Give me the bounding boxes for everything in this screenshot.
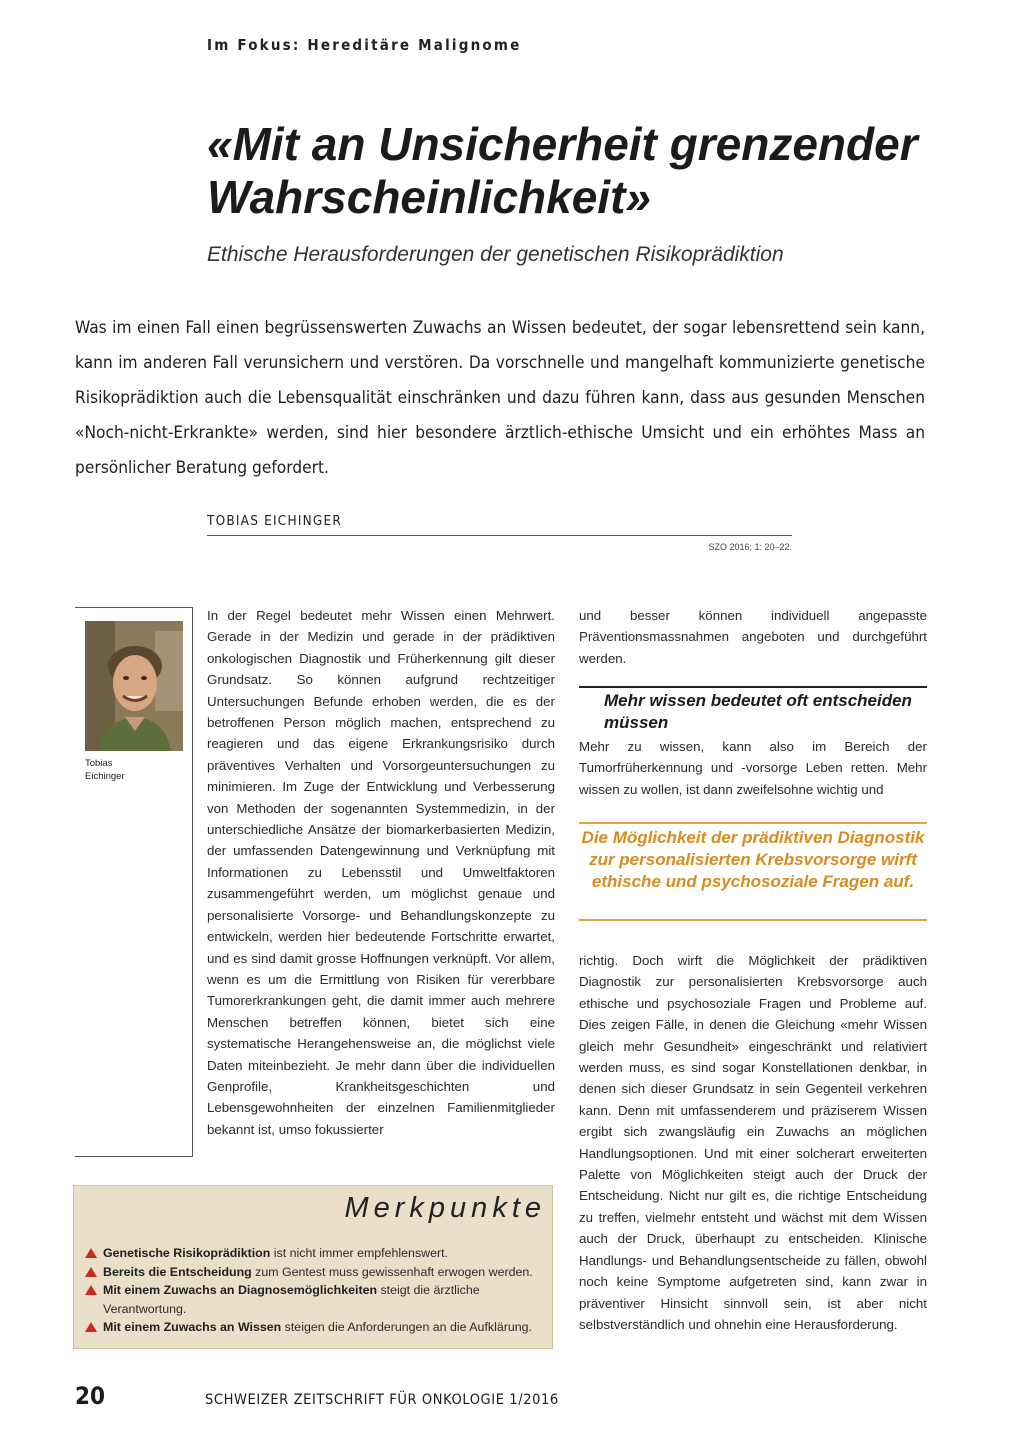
author-portrait-icon: [85, 621, 183, 751]
key-point-item: Genetische Risikoprädiktion ist nicht immer empfehlenswert.: [85, 1244, 545, 1263]
key-points-title: Merkpunkte: [344, 1192, 546, 1224]
triangle-bullet-icon: [85, 1267, 97, 1277]
key-point-item: Bereits die Entscheidung zum Gentest muss gewissenhaft erwogen werden.: [85, 1263, 545, 1282]
subhead-divider: [579, 686, 927, 688]
photo-caption: Tobias Eichinger: [85, 758, 125, 782]
pull-quote: Die Möglichkeit der prädiktiven Diagnostik zur personalisierten Krebsvorsorge wirft ethische und psychosoziale Fragen auf.: [581, 828, 925, 891]
triangle-bullet-icon: [85, 1322, 97, 1332]
journal-name: SCHWEIZER ZEITSCHRIFT FÜR ONKOLOGIE 1/2016: [205, 1392, 559, 1408]
article-subtitle: Ethische Herausforderungen der genetischen Risikoprädiktion: [207, 243, 784, 266]
author-divider: [207, 535, 792, 536]
section-label: Im Fokus: Hereditäre Malignome: [207, 36, 522, 54]
body-column-2-bottom: richtig. Doch wirft die Möglichkeit der prädiktiven Diagnostik zur personalisierten Krebsvorsorge auch ethische und psychosoziale Fragen und Probleme auf. Dies zeigen Fälle, in denen die Gleichung «mehr Wissen gleich mehr Gesundheit» eingeschränkt und relativiert werden muss, es sind sogar Konstellationen denkbar, in denen sich dieser Grundsatz in sein Gegenteil verkehren kann. Denn mit umfassenderem und präziserem Wissen ergibt sich zwangsläufig ein Zuwachs an möglichen Handlungsoptionen. Und mit einer solcherart erweiterten Palette von Möglichkeiten steigt auch der Druck der Entscheidung. Nicht nur gilt es, die richtige Entscheidung zu treffen, vielmehr entsteht und wächst mit dem Wissen auch der Druck, überhaupt zu entscheiden. Klinische Handlungs- und Behandlungsentscheide zu fällen, obwohl noch keine Symptome aufgetreten sind, kann zwar in präventiver Hinsicht sinnvoll sein, ist aber nicht selbstverständlich und ohnehin eine Herausforderung.: [579, 953, 927, 1332]
key-points-list: [85, 1244, 545, 1337]
pullquote-rule-bottom: [579, 919, 927, 921]
body-column-2-sub: Mehr zu wissen, kann also im Bereich der Tumorfrüherkennung und -vorsorge Leben retten. Mehr wissen zu wollen, ist dann zweifelsohne wichtig und: [579, 739, 927, 797]
triangle-bullet-icon: [85, 1248, 97, 1258]
key-point-item: Mit einem Zuwachs an Diagnosemöglichkeiten steigt die ärztliche Verantwortung.: [85, 1281, 545, 1318]
body-column-1: In der Regel bedeutet mehr Wissen einen Mehrwert. Gerade in der Medizin und gerade in der prädiktiven onkologischen Diagnostik und Früherkennung gilt dieser Grundsatz. So können aufgrund rechtzeitiger Untersuchungen Befunde erhoben werden, die es der betroffenen Person möglich machen, entsprechend zu reagieren und das eigene Erkrankungsrisiko durch präventives Verhalten und Vorsorgeuntersuchungen zu minimieren. Im Zuge der Entwicklung und Verbesserung von Methoden der sogenannten Systemmedizin, in der unterschiedliche Ansätze der biomarkerbasierten Medizin, der umfassenden Datengewinnung und Verknüpfung mit Informationen zu Lebensstil und Umweltfaktoren zusammengeführt werden, um möglichst genaue und personalisierte Vorsorge- und Behandlungskonzepte zu entwickeln, werden hier bedeutende Fortschritte erwartet, und es sind damit grosse Hoffnungen verknüpft. Vor allem, wenn es um die Ermittlung von Risiken für vererbbare Tumorerkrankungen geht, die damit immer auch mehrere Menschen betreffen können, bietet sich eine systematische Herangehensweise an, die möglichst viele Daten miteinbezieht. Je mehr dann über die individuellen Genprofile, Krankheitsgeschichten und Lebensgewohnheiten der einzelnen Familienmitglieder bekannt ist, umso fokussierter: [207, 608, 555, 1137]
article-title: «Mit an Unsicherheit grenzender Wahrscheinlichkeit»: [207, 118, 918, 223]
section-subheading: Mehr wissen bedeutet oft entscheiden müssen: [604, 691, 912, 732]
lead-paragraph: Was im einen Fall einen begrüssenswerten Zuwachs an Wissen bedeutet, der sogar lebensrettend sein kann, kann im anderen Fall verunsichern und verstören. Da vorschnelle und mangelhaft kommunizierte genetische Risikoprädiktion auch die Lebensqualität einschränken und dazu führen kann, dass aus gesunden Menschen «Noch-nicht-Erkrankte» werden, sind hier besondere ärztlich-ethische Umsicht und ein erhöhtes Mass an persönlicher Beratung gefordert.: [75, 318, 925, 478]
key-point-item: Mit einem Zuwachs an Wissen steigen die Anforderungen an die Aufklärung.: [85, 1318, 545, 1337]
body-column-2-top: und besser können individuell angepasste Präventionsmassnahmen angeboten und durchgeführt werden.: [579, 608, 927, 666]
author-name: TOBIAS EICHINGER: [207, 513, 343, 529]
pullquote-rule-top: [579, 822, 927, 824]
author-photo: [85, 621, 183, 751]
page-number: 20: [75, 1382, 106, 1410]
citation: SZO 2016; 1: 20–22.: [708, 542, 792, 552]
triangle-bullet-icon: [85, 1285, 97, 1295]
